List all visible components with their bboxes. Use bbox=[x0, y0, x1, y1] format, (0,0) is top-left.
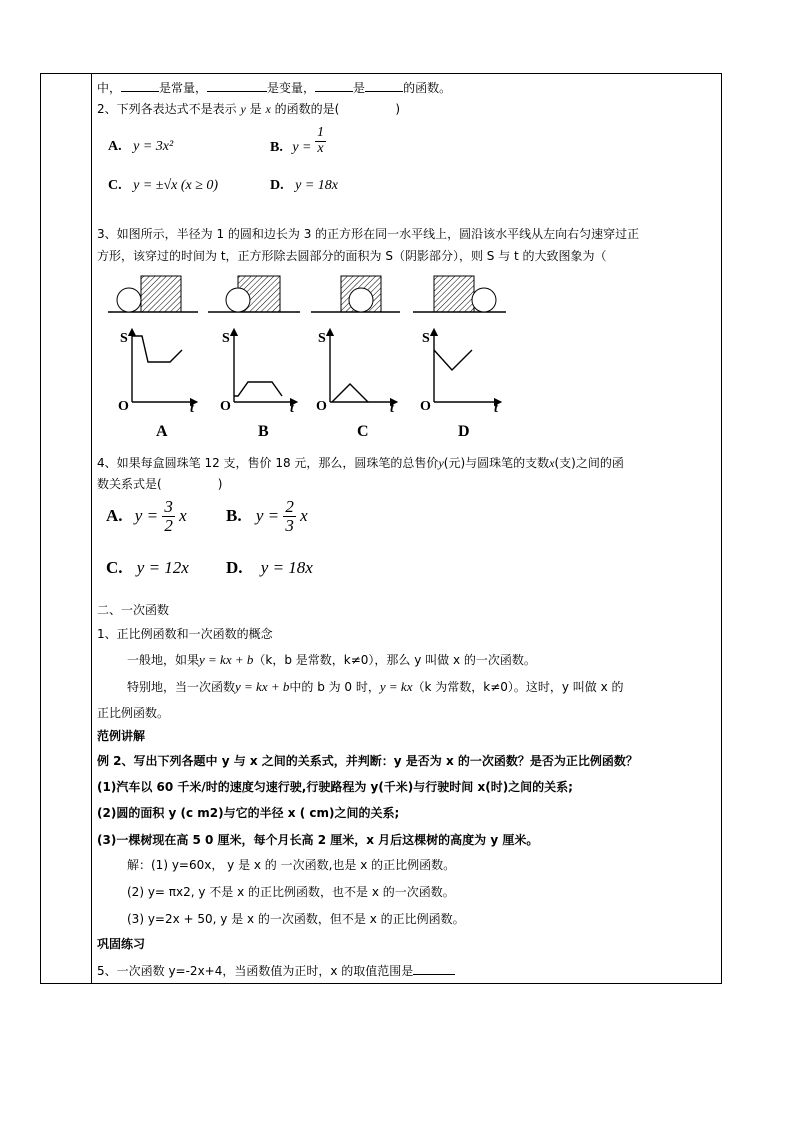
example-item-3: (3)一棵树现在高 5 0 厘米，每个月长高 2 厘米，x 月后这棵树的高度为 y 厘米。 bbox=[97, 833, 539, 847]
question-4-line-1 bbox=[97, 455, 624, 471]
q4-option-b[interactable] bbox=[226, 498, 308, 535]
blank[interactable] bbox=[121, 79, 159, 92]
text: 一般地，如果 bbox=[127, 653, 200, 667]
question-3-line-1: 3、如图所示，半径为 1 的圆和边长为 3 的正方形在同一水平线上，圆沿该水平线从左向右匀速穿过正 bbox=[97, 227, 640, 241]
column-divider bbox=[91, 73, 92, 984]
q2-option-d[interactable] bbox=[270, 178, 338, 194]
fill-blank-line bbox=[97, 79, 451, 96]
fraction bbox=[315, 126, 326, 156]
q2-option-a[interactable] bbox=[108, 139, 173, 155]
axis-t: t bbox=[494, 401, 498, 416]
graph-b bbox=[220, 331, 295, 438]
text: 是变量， bbox=[267, 81, 316, 95]
blank[interactable] bbox=[365, 79, 403, 92]
expression: y = 18x bbox=[260, 558, 313, 577]
option-letter: D. bbox=[270, 178, 284, 193]
origin: O bbox=[420, 399, 431, 414]
expression: y = bbox=[134, 506, 159, 526]
text: 是 bbox=[353, 81, 366, 95]
text: 4、如果每盒圆珠笔 12 支，售价 18 元，那么，圆珠笔的总售价 bbox=[97, 456, 439, 470]
text: 2、下列各表达式不是表示 bbox=[97, 102, 237, 116]
question-2-stem bbox=[97, 101, 400, 117]
denominator: 3 bbox=[285, 515, 294, 535]
axis-s: S bbox=[222, 331, 230, 346]
solution-3: (3) y=2x + 50, y 是 x 的一次函数，但不是 x 的正比例函数。 bbox=[127, 912, 465, 926]
option-letter: A. bbox=[108, 139, 122, 154]
text: (支)之间的函 bbox=[554, 456, 624, 470]
text: ) bbox=[395, 102, 400, 116]
q4-option-d[interactable] bbox=[226, 558, 313, 578]
text: （k 为常数，k≠0）。这时，y 叫做 x 的 bbox=[412, 680, 624, 694]
subsection-title: 1、正比例函数和一次函数的概念 bbox=[97, 627, 273, 641]
s-t-graphs bbox=[112, 326, 512, 438]
formula: y = kx + b bbox=[199, 652, 254, 667]
solution-1: 解：(1) y=60x， y 是 x 的 一次函数,也是 x 的正比例函数。 bbox=[127, 858, 456, 872]
graph-c bbox=[316, 331, 395, 438]
definition-paragraph-2 bbox=[127, 679, 624, 695]
expression: y = bbox=[292, 140, 312, 155]
q4-option-a[interactable] bbox=[106, 498, 187, 535]
text: （k，b 是常数，k≠0），那么 y 叫做 x 的一次函数。 bbox=[253, 653, 536, 667]
graph-label: A bbox=[156, 423, 168, 438]
axis-t: t bbox=[390, 401, 394, 416]
practice-heading: 巩固练习 bbox=[97, 937, 146, 951]
option-letter: C. bbox=[106, 558, 123, 577]
var-y: y bbox=[240, 102, 246, 116]
option-letter: D. bbox=[226, 558, 243, 577]
origin: O bbox=[118, 399, 129, 414]
graph-label: D bbox=[458, 423, 470, 438]
expression: x bbox=[179, 506, 187, 526]
definition-paragraph-3: 正比例函数。 bbox=[97, 706, 170, 720]
origin: O bbox=[316, 399, 327, 414]
practice-question-5 bbox=[97, 962, 455, 979]
circle-square-figures bbox=[108, 272, 508, 322]
text: 数关系式是( bbox=[97, 477, 162, 491]
section-title: 二、一次函数 bbox=[97, 603, 170, 617]
figure-1 bbox=[108, 276, 198, 312]
question-4-line-2 bbox=[97, 476, 222, 492]
blank[interactable] bbox=[315, 79, 353, 92]
question-3-line-2: 方形，该穿过的时间为 t，正方形除去圆部分的面积为 S（阴影部分），则 S 与 t 的大致图象为（ bbox=[97, 249, 607, 263]
expression: y = 12x bbox=[136, 558, 189, 577]
option-letter: C. bbox=[108, 178, 122, 193]
graph-d bbox=[420, 331, 499, 438]
blank[interactable] bbox=[207, 79, 267, 92]
axis-s: S bbox=[120, 331, 128, 346]
text: (元)与圆珠笔的支数 bbox=[443, 456, 550, 470]
graph-label: C bbox=[357, 423, 369, 438]
text: ) bbox=[217, 477, 223, 491]
answer-blank[interactable] bbox=[413, 962, 455, 975]
axis-t: t bbox=[190, 401, 194, 416]
expression: y = 3x² bbox=[133, 139, 174, 154]
axis-s: S bbox=[422, 331, 430, 346]
denominator: x bbox=[317, 140, 324, 156]
expression: y = ±√x (x ≥ 0) bbox=[133, 178, 219, 193]
graph-label: B bbox=[258, 423, 269, 438]
numerator: 3 bbox=[164, 497, 173, 516]
text: 的函数的是( bbox=[274, 102, 340, 116]
formula: y = kx bbox=[379, 679, 413, 694]
fraction bbox=[162, 498, 175, 535]
axis-t: t bbox=[290, 401, 294, 416]
text: 特别地，当一次函数 bbox=[127, 680, 236, 694]
q2-option-c[interactable] bbox=[108, 178, 218, 194]
text: 中， bbox=[97, 81, 122, 95]
var-y: y bbox=[438, 456, 444, 470]
example-item-1: (1)汽车以 60 千米/时的速度匀速行驶,行驶路程为 y(千米)与行驶时间 x(时)之间的关系; bbox=[97, 780, 573, 794]
text: 中的 b 为 0 时， bbox=[289, 680, 380, 694]
var-x: x bbox=[265, 102, 271, 116]
option-letter: B. bbox=[270, 140, 283, 155]
option-letter: A. bbox=[106, 506, 123, 526]
example-item-2: (2)圆的面积 y (c m2)与它的半径 x ( cm)之间的关系; bbox=[97, 806, 400, 820]
text: 5、一次函数 y=-2x+4，当函数值为正时，x 的取值范围是 bbox=[97, 964, 414, 978]
fraction bbox=[283, 498, 296, 535]
example-heading: 范例讲解 bbox=[97, 729, 146, 743]
text: 是 bbox=[249, 102, 262, 116]
figure-2 bbox=[208, 276, 300, 312]
numerator: 2 bbox=[285, 497, 294, 516]
var-x: x bbox=[549, 456, 555, 470]
solution-2: (2) y= πx2, y 不是 x 的正比例函数，也不是 x 的一次函数。 bbox=[127, 885, 455, 899]
figure-3 bbox=[311, 276, 400, 312]
axis-s: S bbox=[318, 331, 326, 346]
text: 是常量， bbox=[159, 81, 208, 95]
expression: y = 18x bbox=[295, 178, 338, 193]
figure-4 bbox=[413, 276, 506, 312]
numerator: 1 bbox=[317, 125, 325, 140]
example-title: 例 2、写出下列各题中 y 与 x 之间的关系式，并判断：y 是否为 x 的一次函数？是否为正比例函数？ bbox=[97, 754, 638, 768]
expression: y = bbox=[255, 506, 280, 526]
q4-option-c[interactable] bbox=[106, 558, 189, 578]
origin: O bbox=[220, 399, 231, 414]
text: 的函数。 bbox=[403, 81, 452, 95]
option-letter: B. bbox=[226, 506, 242, 526]
q2-option-b[interactable] bbox=[270, 126, 326, 156]
denominator: 2 bbox=[164, 515, 173, 535]
formula: y = kx + b bbox=[235, 679, 290, 694]
expression: x bbox=[300, 506, 308, 526]
graph-a bbox=[118, 331, 195, 438]
definition-paragraph-1 bbox=[127, 652, 536, 668]
